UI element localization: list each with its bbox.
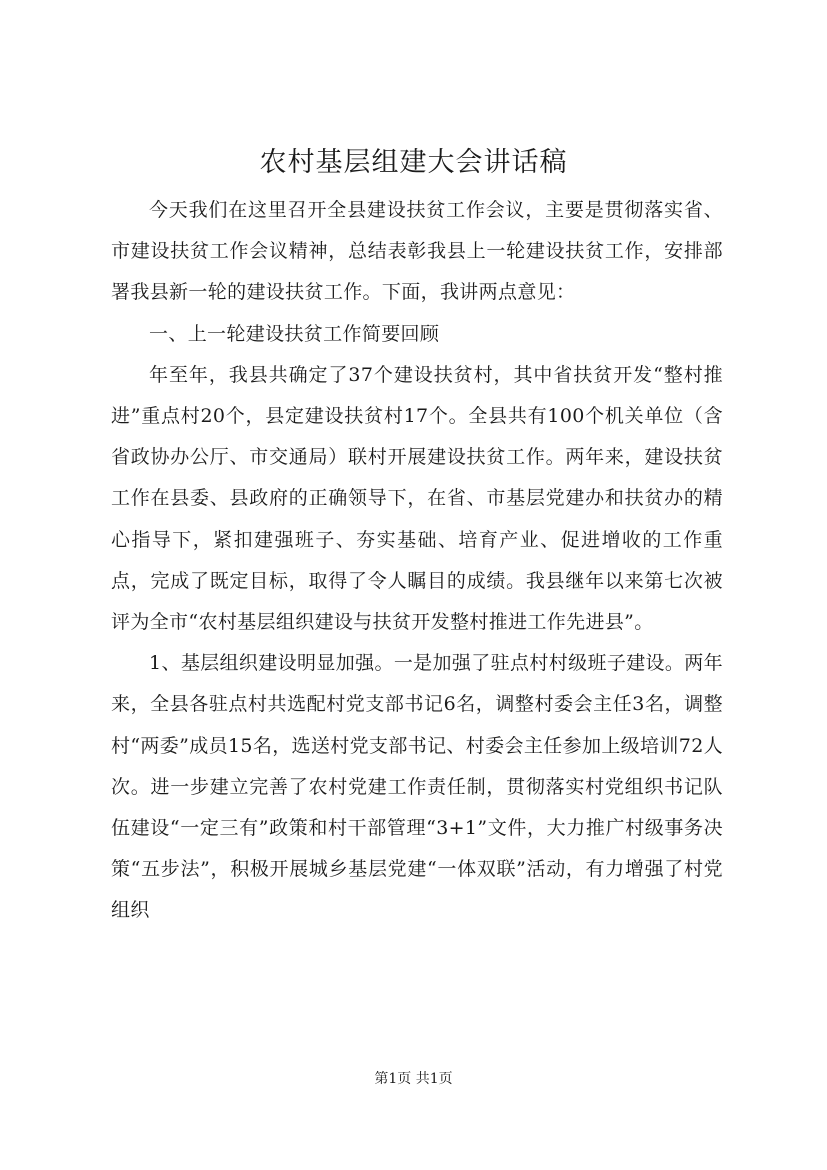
paragraph-intro: 今天我们在这里召开全县建设扶贫工作会议，主要是贯彻落实省、市建设扶贫工作会议精神，总结表彰我县上一轮建设扶贫工作，安排部署我县新一轮的建设扶贫工作。下面，我讲两点意见： [111, 199, 723, 304]
document-body [111, 190, 723, 932]
section-heading: 一、上一轮建设扶贫工作简要回顾 [149, 322, 440, 345]
paragraph-review: 年至年，我县共确定了37个建设扶贫村，其中省扶贫开发“整村推进”重点村20个，县定建设扶贫村17个。全县共有100个机关单位（含省政协办公厅、市交通局）联村开展建设扶贫工作。两年来，建设扶贫工作在县委、县政府的正确领导下，在省、市基层党建办和扶贫办的精心指导下，紧扣建强班子、夯实基础、培育产业、促进增收的工作重点，完成了既定目标，取得了令人瞩目的成绩。我县继年以来第七次被评为全市“农村基层组织建设与扶贫开发整村推进工作先进县”。 [111, 363, 723, 634]
document-title: 农村基层组建大会讲话稿 [259, 147, 568, 178]
paragraph-item-1: 1、基层组织建设明显加强。一是加强了驻点村村级班子建设。两年来，全县各驻点村共选配村党支部书记6名，调整村委会主任3名，调整村“两委”成员15名，选送村党支部书记、村委会主任参加上级培训72人次。进一步建立完善了农村党建工作责任制，贯彻落实村党组织书记队伍建设“一定三有”政策和村干部管理“3+1”文件，大力推广村级事务决策“五步法”，积极开展城乡基层党建“一体双联”活动，有力增强了村党组织 [111, 652, 723, 922]
page-footer: 第1页 共1页 [374, 1071, 453, 1087]
